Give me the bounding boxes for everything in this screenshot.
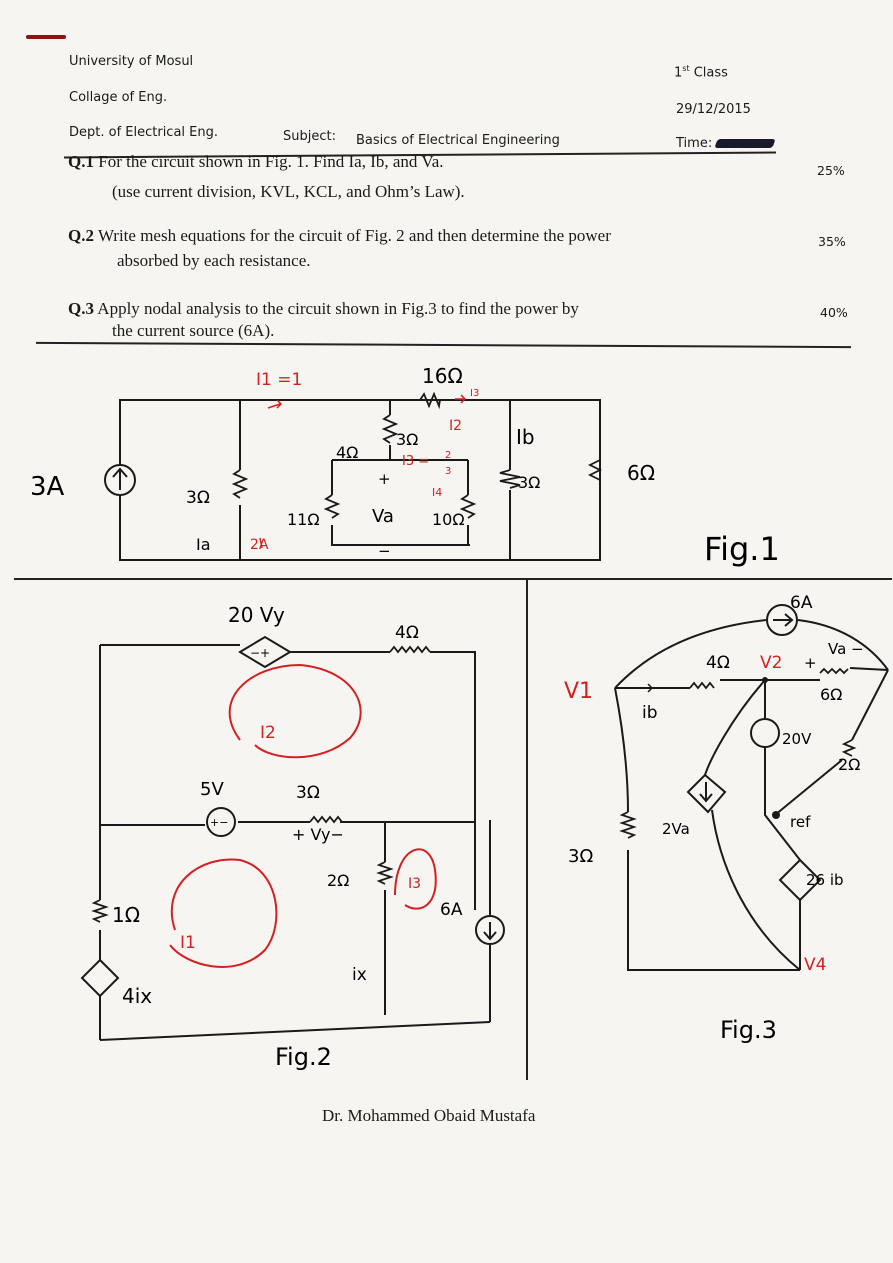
red-pen-mark — [26, 35, 66, 39]
time-field — [676, 136, 774, 151]
fig3-dep2-label: 26 ib — [806, 871, 844, 889]
class-label — [674, 64, 728, 80]
fig2-i2-label: I2 — [260, 723, 276, 743]
fig2-r1-label: 1Ω — [112, 903, 141, 927]
fig1-caption: Fig.1 — [704, 530, 780, 568]
fig2-r3-label: 3Ω — [296, 783, 320, 803]
fig1-i5-label: I3 — [470, 388, 480, 399]
department-name: Dept. of Electrical Eng. — [69, 125, 219, 140]
fig2-vy-label: + Vy− — [292, 825, 344, 844]
fig3-r4-label: 4Ω — [706, 653, 730, 673]
fig2-r4-label: 4Ω — [395, 623, 419, 643]
fig3-ib-label: ib — [642, 703, 658, 723]
fig1-i4-label: I4 — [432, 486, 443, 499]
q2-line2: absorbed by each resistance. — [117, 251, 311, 270]
fig3-ref-label: ref — [790, 813, 811, 831]
time-label: Time: — [676, 136, 713, 151]
fig2-dep4-label: 4ix — [122, 984, 153, 1008]
author-name: Dr. Mohammed Obaid Mustafa — [322, 1106, 536, 1125]
fig3-v1-label: V1 — [564, 679, 594, 704]
fig1-r16-label: 16Ω — [422, 364, 463, 388]
fig1-i1-label: I1 =1 — [256, 370, 303, 390]
fig3-plus: + — [804, 654, 817, 672]
fig2-dep-src-label: 20 Vy — [228, 603, 285, 627]
fig1-i3-label: I3 = — [402, 454, 430, 469]
fig1-minus: − — [378, 542, 391, 560]
fig1-r4-label: 4Ω — [336, 443, 359, 462]
fig1-r3c-label: 3Ω — [518, 473, 541, 492]
fig1-i2-label: I2 — [449, 418, 463, 434]
class-word: Class — [693, 65, 728, 81]
q3-line1: Apply nodal analysis to the circuit shown in Fig.3 to find the power by — [97, 299, 579, 318]
subject-label: Subject: — [283, 129, 336, 144]
fig3-v20-label: 20V — [782, 730, 812, 748]
fig2-i1-label: I1 — [180, 933, 196, 953]
q3-line2: the current source (6A). — [112, 321, 275, 340]
fig3-r3-label: 3Ω — [568, 846, 594, 867]
fig1-plus: + — [378, 470, 391, 488]
q3-num: Q.3 — [68, 299, 94, 318]
fig3-r6-label: 6Ω — [820, 685, 843, 704]
fig3-src6-label: 6A — [790, 593, 813, 613]
class-number: 1 — [674, 65, 683, 81]
fig2-caption: Fig.2 — [275, 1043, 332, 1071]
college-name: Collage of Eng. — [69, 90, 168, 105]
fig1-src-label: 3A — [30, 472, 65, 502]
q2-line1: Write mesh equations for the circuit of Fig. 2 and then determine the power — [97, 226, 611, 245]
fig2-sources — [82, 637, 504, 996]
q1-num: Q.1 — [68, 152, 94, 171]
fig1-va-label: Va — [372, 506, 394, 527]
q2-num: Q.2 — [68, 226, 94, 245]
fig2-v5-polarity: +− — [210, 816, 229, 829]
fig1-r3-label: 3Ω — [186, 488, 210, 508]
fig3-caption: Fig.3 — [720, 1016, 777, 1044]
fig1-i3-num: 2 — [445, 450, 452, 461]
figure-1-circuit — [0, 350, 893, 590]
exam-date: 29/12/2015 — [676, 102, 751, 117]
fig2-src6-label: 6A — [440, 900, 463, 920]
fig3-v2-label: V2 — [760, 653, 783, 673]
fig2-resistors — [94, 647, 430, 922]
fig3-ref-node — [772, 811, 780, 819]
fig3-wires — [615, 620, 888, 970]
q1-line2: (use current division, KVL, KCL, and Ohm’s Law). — [112, 182, 465, 201]
question-3 — [68, 298, 579, 319]
fig3-sources — [688, 605, 820, 900]
fig1-ia-value: 2A — [250, 537, 269, 553]
time-scribble — [715, 139, 776, 148]
fig3-dep-label: 2Va — [662, 820, 690, 838]
fig3-v2-node — [762, 677, 768, 683]
fig1-r6-label: 6Ω — [627, 461, 656, 485]
q1-line1: For the circuit shown in Fig. 1. Find Ia, Ib, and Va. — [98, 152, 444, 171]
fig1-current-source — [105, 465, 135, 495]
fig1-r3b-label: 3Ω — [396, 430, 419, 449]
fig3-v4-label: V4 — [804, 955, 827, 975]
fig2-r2-label: 2Ω — [327, 871, 350, 890]
fig2-ix-label: ix — [352, 965, 367, 985]
fig2-v5-label: 5V — [200, 779, 224, 800]
q2-weight: 35% — [818, 234, 846, 249]
question-2 — [68, 225, 611, 246]
class-sup: st — [682, 64, 690, 73]
figure-3-circuit — [527, 580, 893, 1060]
fig1-r10-label: 10Ω — [432, 510, 465, 529]
questions-divider — [36, 342, 851, 348]
question-1 — [68, 151, 444, 172]
q1-weight: 25% — [817, 163, 845, 178]
fig1-r11-label: 11Ω — [287, 510, 320, 529]
fig3-va-label: Va − — [828, 640, 864, 658]
fig1-ib-label: Ib — [516, 425, 535, 449]
figure-2-circuit — [0, 580, 526, 1080]
fig2-dep-src-polarity: −+ — [250, 646, 271, 660]
fig1-i3-den: 3 — [445, 466, 452, 477]
fig2-i3-label: I3 — [408, 876, 422, 892]
fig3-r2-label: 2Ω — [838, 755, 861, 774]
q3-weight: 40% — [820, 305, 848, 320]
university-name: University of Mosul — [69, 54, 194, 69]
subject-name: Basics of Electrical Engineering — [356, 133, 560, 148]
fig1-ia-label: Ia — [196, 535, 211, 554]
fig3-ib-arrow — [640, 684, 652, 692]
